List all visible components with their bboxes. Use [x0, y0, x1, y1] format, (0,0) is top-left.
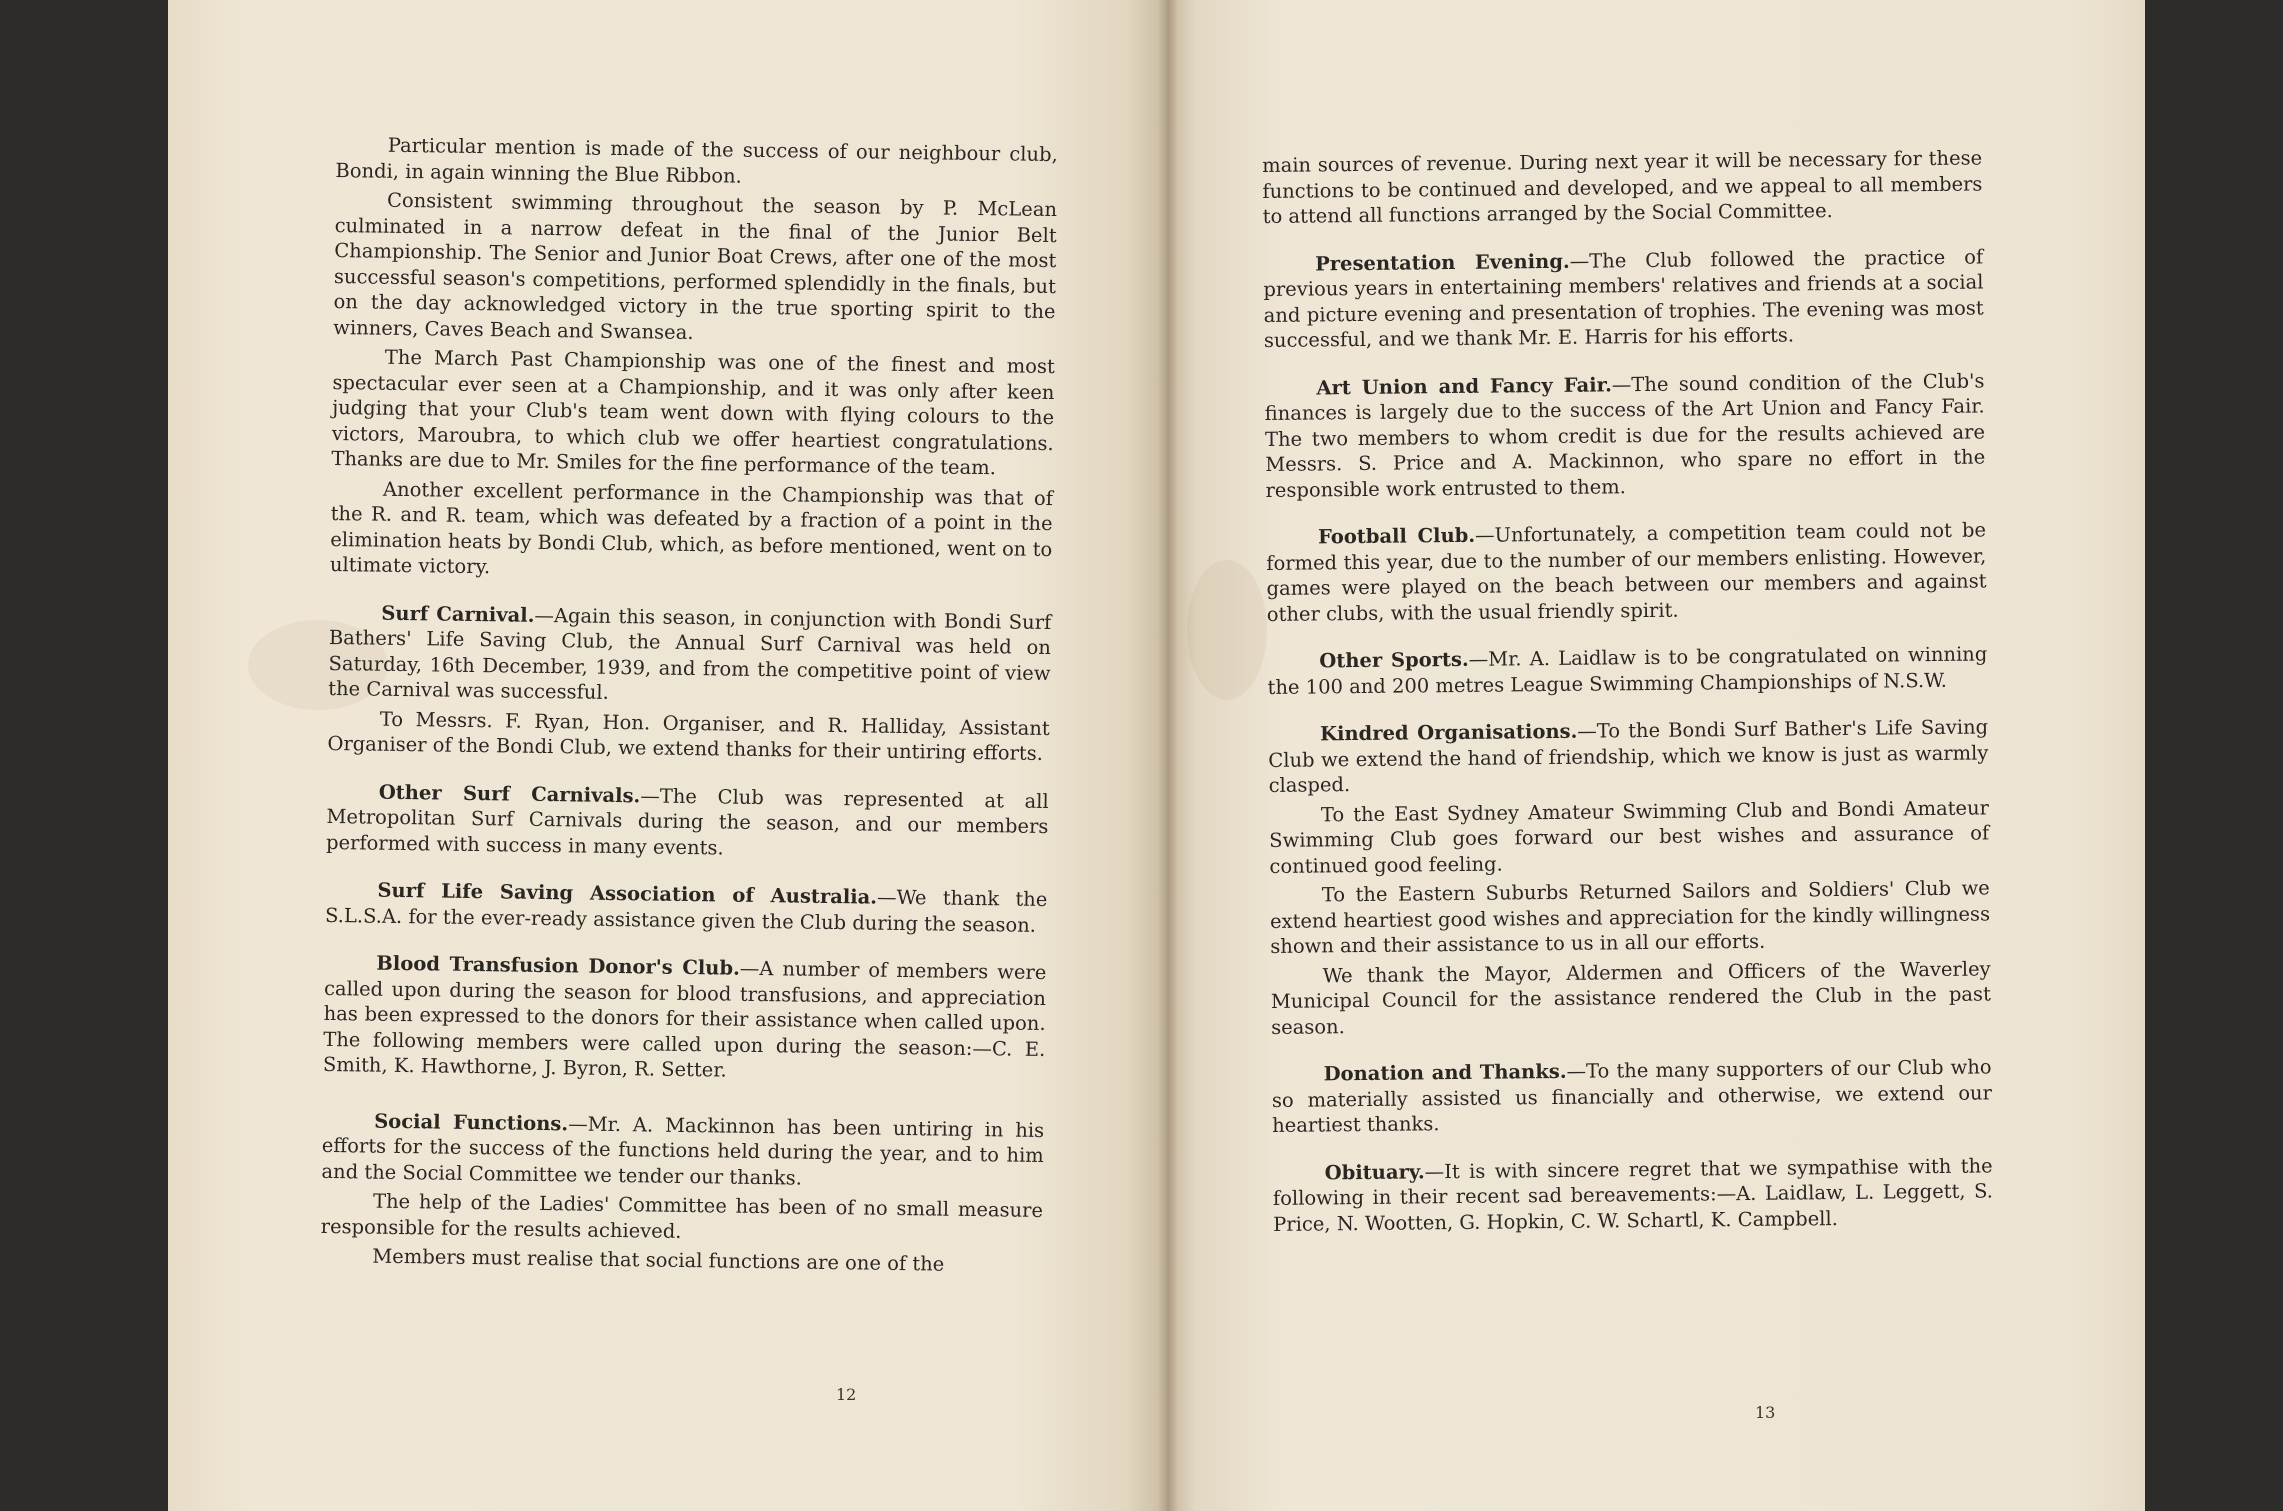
right-page-text-column [1262, 145, 1993, 1240]
paragraph: To the East Sydney Amateur Swimming Club and Bondi Amateur Swimming Club goes forward our best wishes and assurance of continued good feeling. [1269, 795, 1990, 878]
section-heading: Football Club. [1317, 523, 1476, 549]
section-surf-carnival: Surf Carnival.—Again this season, in conjunction with Bondi Surf Bathers' Life Saving Club, the Annual Surf Carnival was held on Saturday, 16th December, 1939, and from the competitive point of view the Carnival was successful. [328, 601, 1052, 704]
section-kindred-organisations: Kindred Organisations.—To the Bondi Surf Bather's Life Saving Club we extend the hand of friendship, which we know is just as warmly clasped. [1268, 715, 1989, 797]
paragraph: The March Past Championship was one of the finest and most spectacular ever seen at a Championship, and it was only after keen judging that your Club's team went down with flying colours to the victors, Maroubra, to which club we offer heartiest congratulations. Thanks are due to Mr. Smiles for the fine performance of the team. [331, 345, 1055, 480]
section-heading: Art Union and Fancy Fair. [1316, 372, 1612, 399]
book-gutter [1158, 0, 1178, 1511]
paragraph: We thank the Mayor, Aldermen and Officers of the Waverley Municipal Council for the assistance rendered the Club in the past season. [1270, 956, 1991, 1039]
section-social-functions: Social Functions.—Mr. A. Mackinnon has been untiring in his efforts for the success of the functions held during the year, and to him and the Social Committee we tender our thanks. [321, 1109, 1045, 1190]
section-heading: Donation and Thanks. [1323, 1059, 1567, 1086]
left-page-text-column [320, 132, 1058, 1282]
section-football-club: Football Club.—Unfortunately, a competition team could not be formed this year, due to the number of our members enlisting. However, games were played on the beach between our members and against other clubs, with the usual friendly spirit. [1266, 518, 1987, 626]
section-heading: Other Surf Carnivals. [378, 780, 641, 807]
section-heading: Presentation Evening. [1315, 249, 1570, 275]
section-presentation-evening: Presentation Evening.—The Club followed the practice of previous years in entertaining members' relatives and friends at a social and picture evening and presentation of trophies. The evening was most successful, and we thank Mr. E. Harris for his efforts. [1263, 244, 1984, 352]
section-other-sports: Other Sports.—Mr. A. Laidlaw is to be congratulated on winning the 100 and 200 metres League Swimming Championships of N.S.W. [1267, 642, 1988, 699]
section-obituary: Obituary.—It is with sincere regret that we sympathise with the following in their recent sad bereavements:—A. Laidlaw, L. Leggett, S. Price, N. Wootten, G. Hopkin, C. W. Schartl, K. Campbell. [1272, 1153, 1994, 1236]
section-slsa: Surf Life Saving Association of Australia.—We thank the S.L.S.A. for the ever-ready assistance given the Club during the season. [324, 878, 1048, 937]
paragraph: Members must realise that social functions are one of the [372, 1244, 945, 1276]
section-heading: Kindred Organisations. [1319, 719, 1578, 746]
section-heading: Other Sports. [1319, 647, 1469, 673]
paragraph: Consistent swimming throughout the season by P. McLean culminated in a narrow defeat in the final of the Junior Belt Championship. The Senior and Junior Boat Crews, after one of the most successful season's competitions, performed splendidly in the finals, but on the day acknowledged victory in the true sporting spirit to the winners, Caves Beach and Swansea. [333, 188, 1058, 344]
page-number: 13 [1755, 1403, 1776, 1422]
section-heading: Surf Life Saving Association of Australia. [377, 878, 878, 909]
paragraph: The help of the Ladies' Committee has been of no small measure responsible for the results achieved. [320, 1189, 1044, 1243]
left-page [168, 0, 1167, 1511]
paragraph: Another excellent performance in the Championship was that of the R. and R. team, which was defeated by a fraction of a point in the elimination heats by Bondi Club, which, as before mentioned, went on to ultimate victory. [329, 477, 1054, 579]
section-blood-transfusion: Blood Transfusion Donor's Club.—A number of members were called upon during the season for blood transfusions, and appreciation has been expressed to the donors for their assistance when called upon. The following members were called upon during the season:—C. E. Smith, K. Hawthorne, J. Byron, R. Setter. [322, 951, 1047, 1082]
section-heading: Blood Transfusion Donor's Club. [376, 951, 741, 980]
section-donation-and-thanks: Donation and Thanks.—To the many supporters of our Club who so materially assisted us financially and otherwise, we extend our heartiest thanks. [1271, 1055, 1992, 1137]
open-booklet [168, 0, 2145, 1511]
right-page [1167, 0, 2145, 1511]
section-heading: Social Functions. [374, 1109, 569, 1135]
section-heading: Obituary. [1324, 1159, 1425, 1184]
paragraph: Particular mention is made of the success of our neighbour club, Bondi, in again winning the Blue Ribbon. [335, 133, 1058, 188]
section-other-surf-carnivals: Other Surf Carnivals.—The Club was represented at all Metropolitan Surf Carnivals during the season, and our members performed with success in many events. [325, 780, 1049, 859]
paragraph: To the Eastern Suburbs Returned Sailors and Soldiers' Club we extend heartiest good wishes and appreciation for the kindly willingness shown and their assistance to us in all our efforts. [1269, 876, 1991, 958]
paper-stain [1187, 560, 1267, 700]
section-art-union: Art Union and Fancy Fair.—The sound condition of the Club's finances is largely due to the success of the Art Union and Fancy Fair. The two members to whom credit is due for the results achieved are Messrs. S. Price and A. Mackinnon, who spare no effort in the responsible work entrusted to them. [1264, 368, 1986, 502]
page-number: 12 [836, 1385, 857, 1404]
paragraph: To Messrs. F. Ryan, Hon. Organiser, and R. Halliday, Assistant Organiser of the Bondi Club, we extend thanks for their untiring efforts. [327, 707, 1050, 765]
section-heading: Surf Carnival. [381, 601, 535, 627]
paragraph: main sources of revenue. During next year it will be necessary for these functions to be continued and developed, and we appeal to all members to attend all functions arranged by the Social Committee. [1262, 146, 1983, 228]
